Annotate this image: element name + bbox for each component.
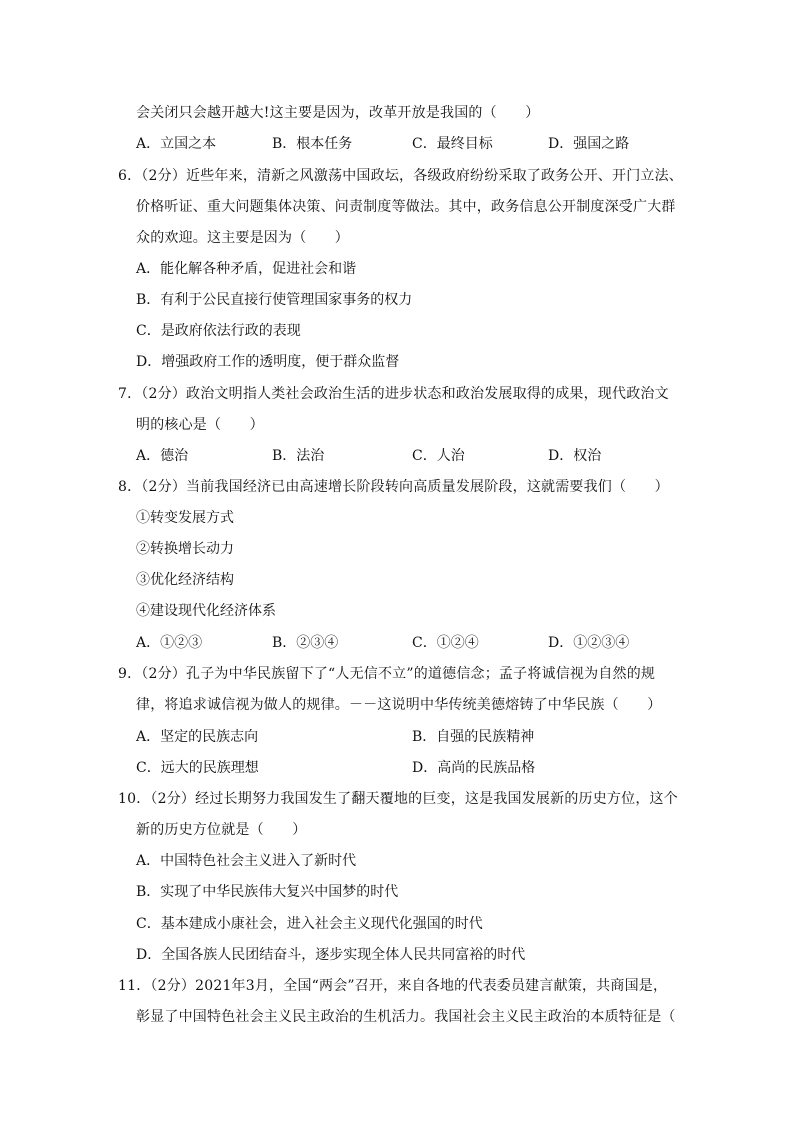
q7-option-b: B．法治	[272, 448, 325, 464]
q10-stem-line-2: 新的历史方位就是（ ）	[136, 822, 307, 838]
q10-option-a: A．中国特色社会主义进入了新时代	[136, 853, 357, 869]
q9-option-b: B．自强的民族精神	[412, 729, 535, 745]
q8-option-c: C．①②④	[412, 635, 479, 651]
q5-option-b: B．根本任务	[272, 136, 353, 152]
q9-option-d: D．高尚的民族品格	[412, 760, 536, 776]
q11-stem-line-1: 11．（2分）2021年3月，全国“两会”召开，来自各地的代表委员建言献策，共商国是，	[118, 978, 668, 994]
q5-option-d: D．强国之路	[548, 136, 630, 152]
q6-option-d: D．增强政府工作的透明度，便于群众监督	[136, 354, 400, 370]
q8-item-4: ④建设现代化经济体系	[136, 603, 276, 619]
q10-option-d: D．全国各族人民团结奋斗，逐步实现全体人民共同富裕的时代	[136, 947, 526, 963]
q7-option-d: D．权治	[548, 448, 602, 464]
q6-stem-line-3: 众的欢迎。这主要是因为（ ）	[136, 230, 349, 246]
q5-continuation: 会关闭只会越开越大!这主要是因为，改革开放是我国的（ ）	[136, 105, 540, 121]
q8-item-1: ①转变发展方式	[136, 510, 234, 526]
q6-option-a: A．能化解各种矛盾，促进社会和谐	[136, 261, 357, 277]
q8-stem-line-1: 8．（2分）当前我国经济已由高速增长阶段转向高质量发展阶段，这就需要我们（ ）	[118, 479, 669, 495]
q8-item-3: ③优化经济结构	[136, 572, 234, 588]
q8-option-d: D．①②③④	[548, 635, 630, 651]
q7-option-a: A．德治	[136, 448, 189, 464]
q6-stem-line-1: 6．（2分）近些年来，清新之风激荡中国政坛，各级政府纷纷采取了政务公开、开门立法、	[118, 168, 684, 184]
q7-option-c: C．人治	[412, 448, 465, 464]
q5-option-a: A．立国之本	[136, 136, 217, 152]
q8-option-b: B．②③④	[272, 635, 339, 651]
q5-option-c: C．最终目标	[412, 136, 493, 152]
q9-stem-line-1: 9．（2分）孔子为中华民族留下了“人无信不立”的道德信念；孟子将诚信视为自然的规	[118, 666, 656, 682]
q6-option-c: C．是政府依法行政的表现	[136, 323, 301, 339]
q10-stem-line-1: 10．（2分）经过长期努力我国发生了翻天覆地的巨变，这是我国发展新的历史方位，这个	[118, 791, 678, 807]
q11-stem-line-2: 彰显了中国特色社会主义民主政治的生机活力。我国社会主义民主政治的本质特征是（	[136, 1009, 676, 1025]
q9-option-c: C．远大的民族理想	[136, 760, 259, 776]
q8-item-2: ②转换增长动力	[136, 541, 234, 557]
q6-option-b: B．有利于公民直接行使管理国家事务的权力	[136, 292, 413, 308]
q10-option-b: B．实现了中华民族伟大复兴中国梦的时代	[136, 884, 399, 900]
q9-option-a: A．坚定的民族志向	[136, 729, 259, 745]
q9-stem-line-2: 律，将追求诚信视为做人的规律。－－这说明中华传统美德熔铸了中华民族（ ）	[136, 697, 662, 713]
q8-option-a: A．①②③	[136, 635, 203, 651]
q7-stem-line-2: 明的核心是（ ）	[136, 417, 264, 433]
q6-stem-line-2: 价格听证、重大问题集体决策、问责制度等做法。其中，政务信息公开制度深受广大群	[136, 199, 676, 215]
q10-option-c: C．基本建成小康社会，进入社会主义现代化强国的时代	[136, 916, 483, 932]
q7-stem-line-1: 7．（2分）政治文明指人类社会政治生活的进步状态和政治发展取得的成果，现代政治文	[118, 386, 669, 402]
